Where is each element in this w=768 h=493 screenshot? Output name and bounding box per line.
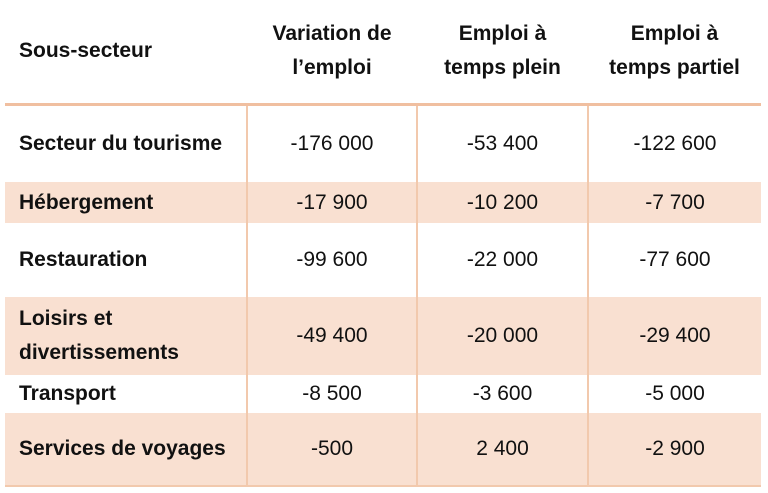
cell-variation: -17 900 <box>247 182 417 223</box>
cell-variation: -8 500 <box>247 375 417 413</box>
table-row <box>5 104 761 182</box>
cell-temps-plein: -53 400 <box>417 104 588 182</box>
cell-temps-plein: -20 000 <box>417 297 588 375</box>
table-row <box>5 375 761 413</box>
cell-variation: -99 600 <box>247 223 417 297</box>
header-temps-plein: Emploi à temps plein <box>417 0 588 104</box>
cell-temps-partiel: -2 900 <box>588 413 761 486</box>
cell-temps-plein: 2 400 <box>417 413 588 486</box>
header-row <box>5 0 761 104</box>
row-label: Services de voyages <box>5 413 247 486</box>
row-label: Restauration <box>19 248 148 271</box>
header-sous-secteur: Sous-secteur <box>5 0 247 104</box>
cell-temps-partiel: -5 000 <box>588 375 761 413</box>
row-label: Hébergement <box>5 182 247 223</box>
cell-temps-plein: -10 200 <box>417 182 588 223</box>
table-row <box>5 413 761 486</box>
cell-temps-partiel: -77 600 <box>588 223 761 297</box>
table-row <box>5 182 761 223</box>
table-row <box>5 223 761 297</box>
cell-variation: -49 400 <box>247 297 417 375</box>
cell-variation: -500 <box>247 413 417 486</box>
cell-temps-partiel: -7 700 <box>588 182 761 223</box>
row-label: Loisirs et divertissements <box>5 297 247 375</box>
cell-temps-plein: -3 600 <box>417 375 588 413</box>
row-label: Secteur du tourisme <box>19 131 223 155</box>
table-row <box>5 297 761 375</box>
cell-variation: -176 000 <box>247 104 417 182</box>
header-variation: Variation de l’emploi <box>247 0 417 104</box>
employment-table <box>5 0 761 487</box>
row-label: Transport <box>19 382 116 405</box>
cell-temps-plein: -22 000 <box>417 223 588 297</box>
header-temps-partiel: Emploi à temps partiel <box>588 0 761 104</box>
cell-temps-partiel: -122 600 <box>588 104 761 182</box>
cell-temps-partiel: -29 400 <box>588 297 761 375</box>
